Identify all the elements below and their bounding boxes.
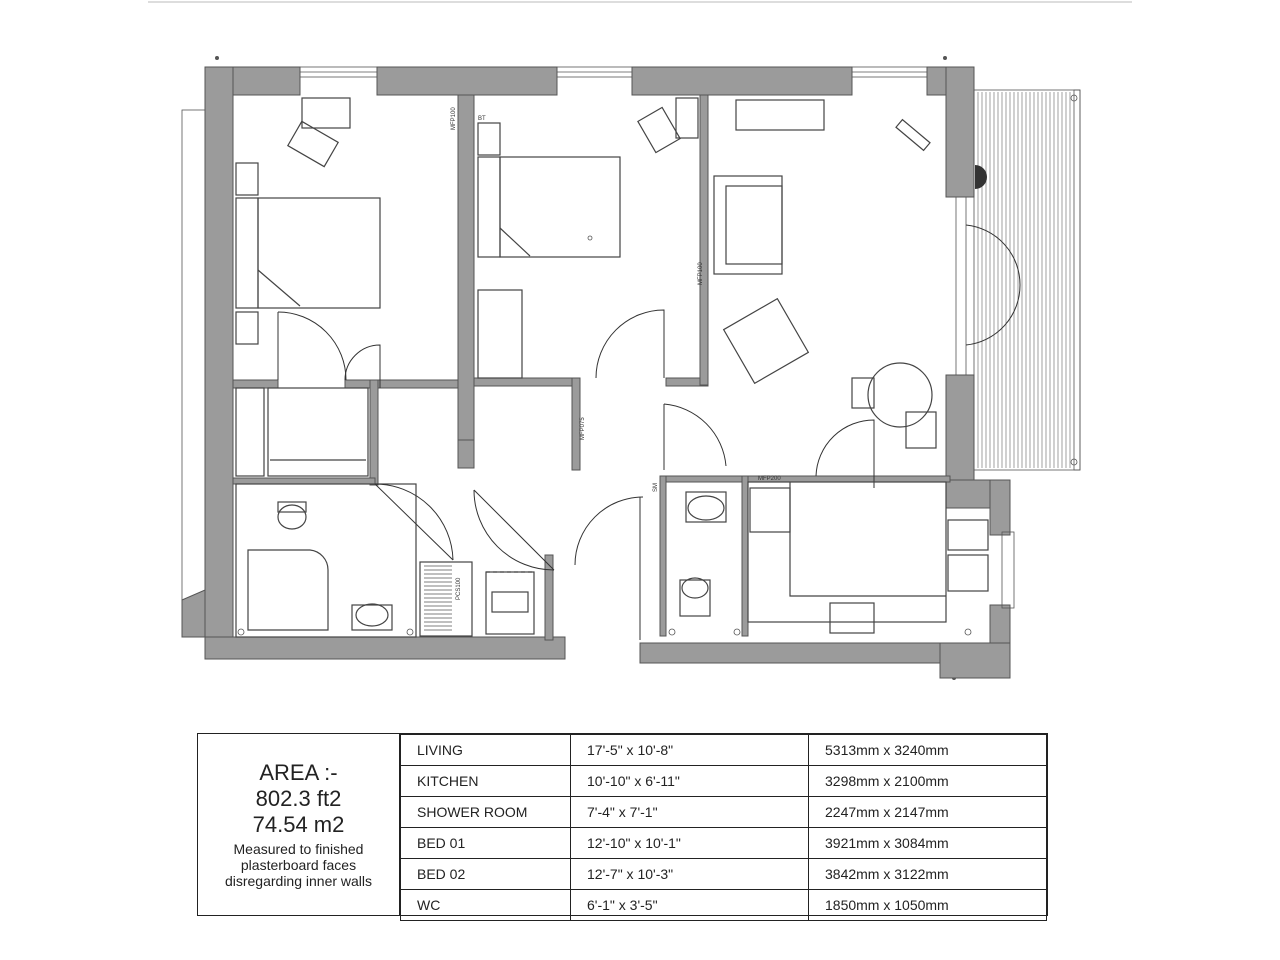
label-mfp100-bed2: MFP100 xyxy=(698,262,704,285)
room-imperial: 17'-5" x 10'-8" xyxy=(571,735,809,766)
room-name: BED 01 xyxy=(401,828,571,859)
bed-01-furniture xyxy=(236,98,380,476)
table-row xyxy=(401,766,1047,797)
table-row xyxy=(401,828,1047,859)
balcony xyxy=(966,90,1080,470)
area-summary xyxy=(198,734,400,915)
shower-room-fixtures xyxy=(236,484,472,637)
label-mfp100-bed1: MFP100 xyxy=(451,107,457,130)
hall-fixtures xyxy=(474,417,643,640)
table-row xyxy=(401,859,1047,890)
label-mfp075: MFP075 xyxy=(580,417,586,440)
area-note xyxy=(225,841,372,889)
windows xyxy=(300,67,1014,608)
area-heading: AREA :- xyxy=(259,760,338,785)
label-mfp200: MFP200 xyxy=(758,476,781,482)
room-imperial: 7'-4" x 7'-1" xyxy=(571,797,809,828)
room-imperial: 6'-1" x 3'-5" xyxy=(571,890,809,921)
room-metric: 5313mm x 3240mm xyxy=(809,735,1047,766)
area-note-line: plasterboard faces xyxy=(240,857,357,873)
label-bt: BT xyxy=(478,116,486,122)
internal-walls xyxy=(233,95,950,640)
room-metric: 2247mm x 2147mm xyxy=(809,797,1047,828)
area-note-line: Measured to finished xyxy=(233,841,364,857)
room-imperial: 12'-10" x 10'-1" xyxy=(571,828,809,859)
room-imperial: 12'-7" x 10'-3" xyxy=(571,859,809,890)
area-sqft: 802.3 ft2 xyxy=(255,786,342,811)
area-schedule xyxy=(197,733,1048,916)
bed-02-furniture xyxy=(451,98,704,378)
label-sm: SM xyxy=(653,483,659,492)
room-metric: 3921mm x 3084mm xyxy=(809,828,1047,859)
table-row xyxy=(401,735,1047,766)
room-name: LIVING xyxy=(401,735,571,766)
area-sqm: 74.54 m2 xyxy=(252,812,345,837)
room-metric: 3298mm x 2100mm xyxy=(809,766,1047,797)
room-name: WC xyxy=(401,890,571,921)
label-pcs100: PCS100 xyxy=(456,577,462,600)
room-metric: 1850mm x 1050mm xyxy=(809,890,1047,921)
table-row xyxy=(401,890,1047,921)
room-dimensions-table xyxy=(400,734,1047,921)
area-note-line: disregarding inner walls xyxy=(224,873,373,889)
table-row xyxy=(401,797,1047,828)
room-imperial: 10'-10" x 6'-11" xyxy=(571,766,809,797)
room-name: BED 02 xyxy=(401,859,571,890)
room-metric: 3842mm x 3122mm xyxy=(809,859,1047,890)
room-name: KITCHEN xyxy=(401,766,571,797)
room-name: SHOWER ROOM xyxy=(401,797,571,828)
